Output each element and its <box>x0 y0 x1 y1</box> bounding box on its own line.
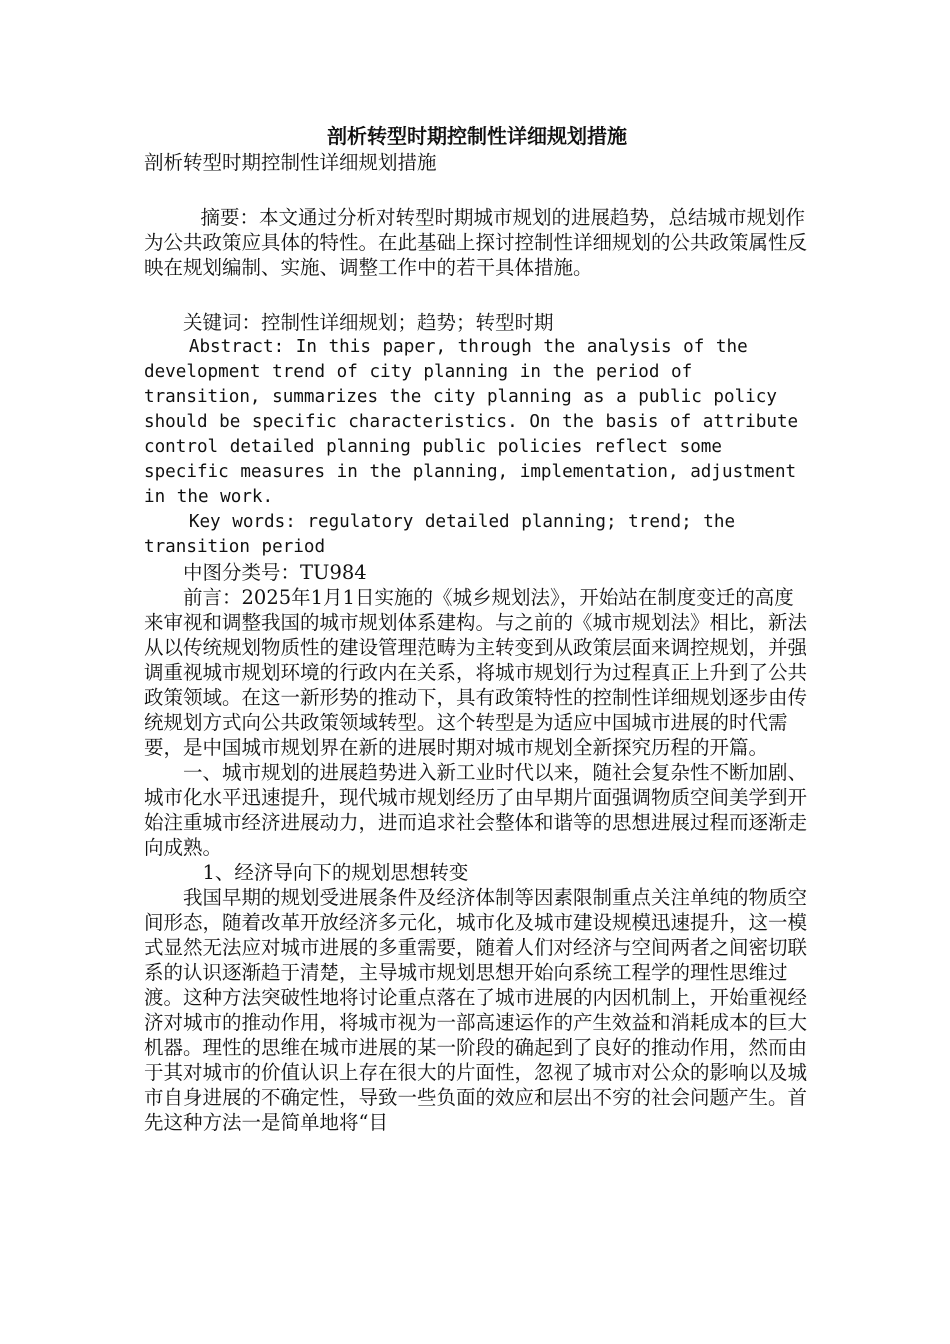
abstract-english: Abstract: In this paper, through the analysis of the development trend of city planning in the period of transition, summarizes the city planning as a public policy should be specific characteristics. On the basis of attribute control detailed planning public policies reflect some specific measures in the planning, implementation, adjustment in the work. <box>144 337 799 507</box>
section-1-paragraph: 一、城市规划的进展趋势进入新工业时代以来，随社会复杂性不断加剧、城市化水平迅速提升，现代城市规划经历了由早期片面强调物质空间美学到开始注重城市经济进展动力，进而追求社会整体和谐等的思想进展过程而逐渐走向成熟。 <box>144 761 808 859</box>
document-title: 剖析转型时期控制性详细规划措施 <box>327 124 627 148</box>
document-body <box>144 122 810 1135</box>
document-subtitle: 剖析转型时期控制性详细规划措施 <box>144 151 437 174</box>
section-1-1-heading: 1、经济导向下的规划思想转变 <box>202 861 469 884</box>
keywords-english: Key words: regulatory detailed planning; trend; the transition period <box>144 512 736 557</box>
keywords-chinese: 关键词：控制性详细规划；趋势；转型时期 <box>183 311 554 334</box>
abstract-chinese: 摘要：本文通过分析对转型时期城市规划的进展趋势，总结城市规划作为公共政策应具体的特性。在此基础上探讨控制性详细规划的公共政策属性反映在规划编制、实施、调整工作中的若干具体措施。 <box>144 206 808 279</box>
preface-paragraph: 前言：2025年1月1日实施的《城乡规划法》，开始站在制度变迁的高度来审视和调整我国的城市规划体系建构。与之前的《城市规划法》相比，新法从以传统规划物质性的建设管理范畴为主转变到从政策层面来调控规划，并强调重视城市规划环境的行政内在关系，将城市规划行为过程真正上升到了公共政策领域。在这一新形势的推动下，具有政策特性的控制性详细规划逐步由传统规划方式向公共政策领域转型。这个转型是为适应中国城市进展的时代需要，是中国城市规划界在新的进展时期对城市规划全新探究历程的开篇。 <box>144 586 808 759</box>
classification-number: 中图分类号：TU984 <box>183 561 367 584</box>
section-1-1-paragraph: 我国早期的规划受进展条件及经济体制等因素限制重点关注单纯的物质空间形态，随着改革开放经济多元化，城市化及城市建设规模迅速提升，这一模式显然无法应对城市进展的多重需要，随着人们对经济与空间两者之间密切联系的认识逐渐趋于清楚，主导城市规划思想开始向系统工程学的理性思维过渡。这种方法突破性地将讨论重点落在了城市进展的内因机制上，开始重视经济对城市的推动作用，将城市视为一部高速运作的产生效益和消耗成本的巨大机器。理性的思维在城市进展的某一阶段的确起到了良好的推动作用，然而由于其对城市的价值认识上存在很大的片面性，忽视了城市对公众的影响以及城市自身进展的不确定性，导致一些负面的效应和层出不穷的社会问题产生。首先这种方法一是简单地将“目 <box>144 886 808 1134</box>
